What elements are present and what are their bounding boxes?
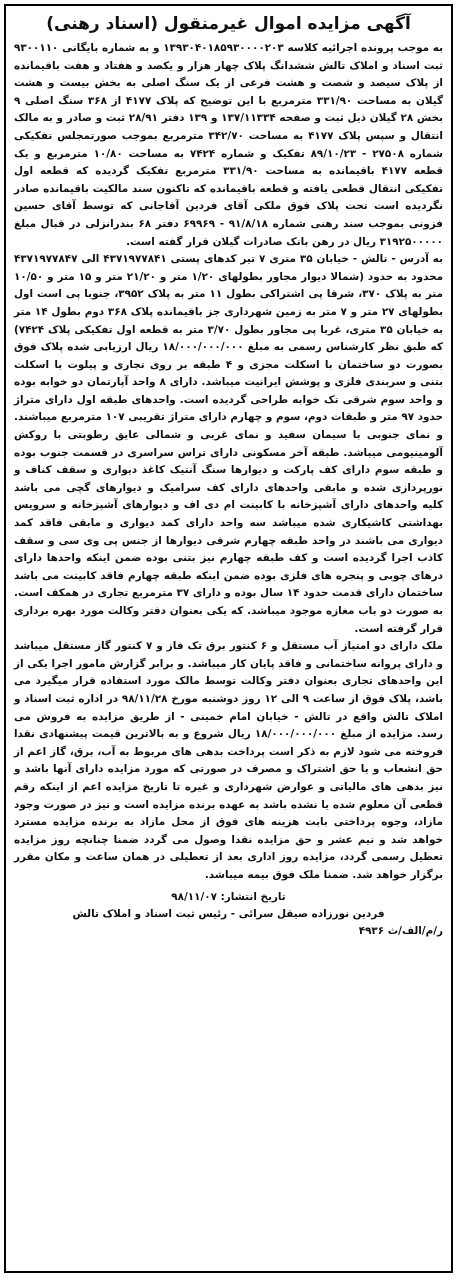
notice-footer xyxy=(14,889,443,940)
publish-date: تاریخ انتشار: ۹۸/۱۱/۰۷ xyxy=(171,890,286,903)
notice-title: آگهی مزایده اموال غیرمنقول (اسناد رهنی) xyxy=(46,14,411,34)
paragraph-auction-terms: ملک دارای دو امتیاز آب مستقل و ۶ کنتور برق تک فاز و ۷ کنتور گاز مستقل میباشد و دارای پروانه ساختمانی و فاقد پایان کار میباشد. و برابر گزارش مامور اجرا یکی از این واحدهای تجاری بعنوان دفتر وکالت توسط مالک مورد استفاده قرار میگیرد می باشد، پلاک فوق از ساعت ۹ الی ۱۲ روز دوشنبه مورخ ۹۸/۱۱/۲۸ در اداره ثبت اسناد و املاک تالش واقع در تالش - خیابان امام خمینی - از طریق مزایده به فروش می رسد. مزایده از مبلغ ۱۸/۰۰۰/۰۰۰/۰۰۰ ریال شروع و به بالاترین قیمت پیشنهادی نقدا فروخته می شود لازم به ذکر است پرداخت بدهی های مربوط به آب، برق، گاز اعم از حق انشعاب و یا حق اشتراک و مصرف در صورتی که مورد مزایده دارای آنها باشد و نیز بدهی های مالیاتی و عوارض شهرداری و غیره تا تاریخ مزایده اعم از اینکه رقم قطعی آن معلوم شده یا نشده باشد به عهده برنده مزایده است و نیز در صورت وجود مازاد، وجوه پرداختی بابت هزینه های فوق از محل مازاد به برنده مزایده مسترد خواهد شد و نیم عشر و حق مزایده نقدا وصول می گردد ضمنا چنانچه روز مزایده تعطیل رسمی گردد، مزایده روز اداری بعد از تعطیلی در همان ساعت و مکان مقرر برگزار خواهد شد. ضمنا ملک فوق بیمه میباشد. xyxy=(14,640,443,881)
signature: فردین نورزاده صیقل سرائی - رئیس ثبت اسناد و املاک تالش xyxy=(72,907,385,920)
paragraph-address-and-building: به آدرس - تالش - خیابان ۳۵ متری ۷ تیر کدهای پستی ۴۳۷۱۹۷۷۸۴۱ الی ۴۳۷۱۹۷۷۸۴۷ محدود به حدود (شمالا دیوار مجاور بطولهای ۱/۲۰ متر و ۲۱/۲۰ متر و ۱۵ متر و ۱۰/۵۰ متر به پلاک ۳۷۰، شرقا پی اشتراکی بطول ۱۱ متر به پلاک ۳۹۵۲، جنوبا پی است اول بطولهای ۲۷ متر و ۷ متر به زمین شهرداری جز باقیمانده پلاک ۳۶۸ دوم بطول ۱۴ متر به خیابان ۳۵ متری، غربا پی مجاور بطول ۳/۷۰ متر به قطعه اول تفکیکی پلاک ۷۴۲۴) که طبق نظر کارشناس رسمی به مبلغ ۱۸/۰۰۰/۰۰۰/۰۰۰ ریال ارزیابی شده پلاک فوق بصورت دو ساختمان با اسکلت مجزی و ۴ طبقه بر روی تجاری و پیلوت با اسکلت بتنی و سربندی فلزی و پوشش ایرانیت میباشد. دارای ۸ واحد آپارتمان دو خوابه بوده و واحد سوم شرقی تک خوابه طراحی گردیده است. واحدهای طبقه اول دارای متراژ حدود ۹۷ متر و طبقات دوم، سوم و چهارم دارای متراژ تقریبی ۱۰۷ مترمربع میباشند. و نمای جنوبی با سیمان سفید و نمای غربی و شمالی عایق رطوبتی با روکش آلومینیومی میباشد. طبقه آخر مسکونی دارای تراس سراسری در قسمت جنوب بوده و طبقه سوم دارای کف پارکت و دیوارها سنگ آنتیک کاغذ دیواری و سقف کناف و نورپردازی شده و مابقی واحدهای دارای کف سرامیک و دیوارهای گچی می باشد کلیه واحدهای دارای آشپزخانه با کابینت ام دی اف و دیوارهای آشپزخانه و سرویس بهداشتی کاشیکاری شده میباشد سه واحد دارای کمد دیواری و مابقی فاقد کمد دیواری می باشند در واحد طبقه چهارم شرقی دیوارها از جنس پی وی سی و سقف کاذب اجرا گردیده است و کف طبقه چهارم نیز بتنی بوده ضمن اینکه واحدها دارای درهای چوبی و پنجره های فلزی بوده ضمن اینکه طبقه چهارم فاقد کابینت می باشد ساختمان دارای قدمت حدود ۱۴ سال بوده و دارای ۳۷ مترمربع تجاری در همکف است. به صورت دو باب مغازه موجود میباشد. که یکی بعنوان دفتر وکالت مورد بهره برداری قرار گرفته است. xyxy=(14,253,444,635)
auction-notice xyxy=(4,4,453,1273)
notice-body xyxy=(14,40,443,885)
reference-code: ر/م/الف/ث ۴۹۳۶ xyxy=(358,924,443,937)
paragraph-property-description: به موجب پرونده اجرائیه کلاسه ۱۳۹۳۰۴۰۱۸۵۹۳۰۰۰۰۲۰۳ و به شماره بایگانی ۹۳۰۰۱۱۰ ثبت اسناد و املاک تالش ششدانگ پلاک چهار هزار و یکصد و هفتاد و هفت باقیمانده از پلاک سیصد و شصت و هشت فرعی از یک سنگ اصلی به بخش بیست و هشت گیلان به مساحت ۳۳۱/۹۰ مترمربع با این توضیح که پلاک ۴۱۷۷ از ۳۶۸ سنگ اصلی ۹ بخش ۲۸ گیلان ذیل ثبت و صفحه ۱۳۷/۱۱۳۳۴ و ۱۳۹ دفتر ۲۸/۹۱ ثبت و صادر و به مالک انتقال و سپس پلاک ۴۱۷۷ به مساحت ۳۴۲/۷۰ مترمربع بموجب صورتمجلس تفکیکی شماره ۲۷۵۰۸ - ۸۹/۱۰/۲۳ تفکیک و شماره ۷۴۲۴ به مساحت ۱۰/۸۰ مترمربع و یک قطعه ۴۱۷۷ باقیمانده به مساحت ۳۳۱/۹۰ مترمربع تفکیک گردیده که قطعه اول تفکیکی انتقال قطعی یافته و قطعه باقیمانده که تاکنون سند مالکیت باقیمانده صادر نگردیده است تحت پلاک فوق ملکی آقای فردین آقاجانی که توسط آقای حسین فزونی بموجب سند رهنی شماره ۹۱/۸/۱۸ - ۶۹۹۶۹ دفتر ۶۸ بندرانزلی در قبال مبلغ ۳۱۹۲۵۰۰۰۰۰ ریال در رهن بانک صادرات گیلان قرار گفته است. xyxy=(14,42,444,248)
